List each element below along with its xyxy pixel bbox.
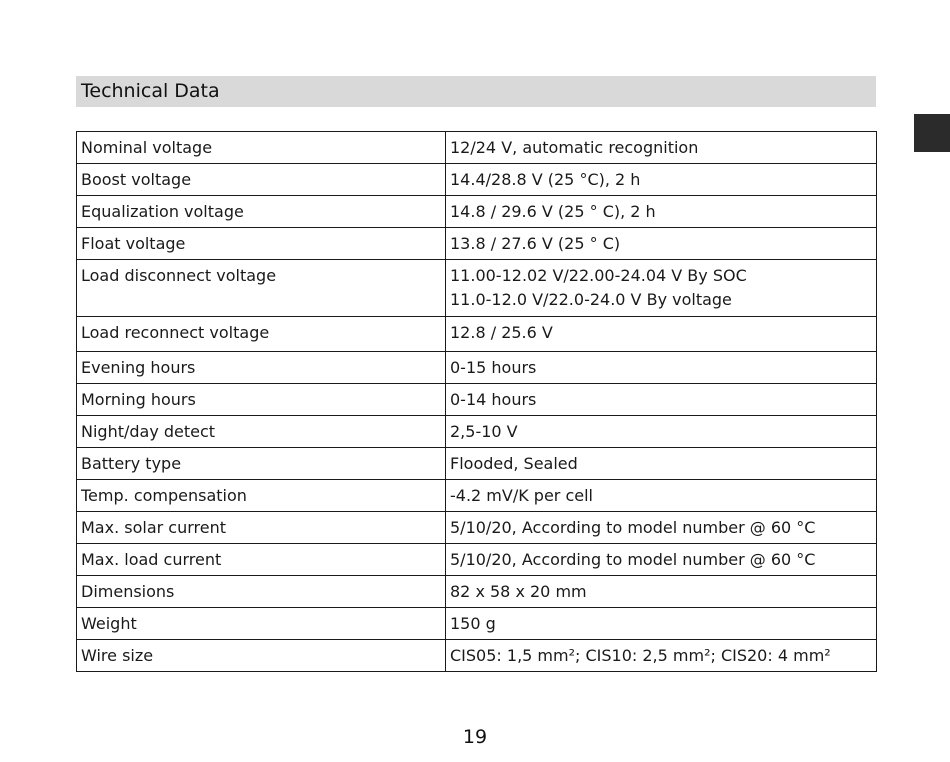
row-value: 2,5-10 V bbox=[446, 416, 877, 448]
row-value: 14.4/28.8 V (25 °C), 2 h bbox=[446, 164, 877, 196]
table-row bbox=[77, 196, 877, 228]
table-row bbox=[77, 317, 877, 352]
row-value: 0-14 hours bbox=[446, 384, 877, 416]
row-label: Evening hours bbox=[77, 352, 446, 384]
row-value-line: 11.00-12.02 V/22.00-24.04 V By SOC bbox=[450, 266, 747, 285]
row-value: 14.8 / 29.6 V (25 ° C), 2 h bbox=[446, 196, 877, 228]
row-label: Load reconnect voltage bbox=[77, 317, 446, 352]
row-label: Load disconnect voltage bbox=[77, 260, 446, 317]
table-row bbox=[77, 640, 877, 672]
row-value: 5/10/20, According to model number @ 60 °C bbox=[446, 512, 877, 544]
table-row bbox=[77, 384, 877, 416]
row-label: Max. load current bbox=[77, 544, 446, 576]
table-row bbox=[77, 608, 877, 640]
table-row bbox=[77, 480, 877, 512]
row-label: Weight bbox=[77, 608, 446, 640]
table-row bbox=[77, 352, 877, 384]
row-value bbox=[446, 260, 877, 317]
technical-data-table bbox=[76, 131, 877, 672]
chapter-tab-marker bbox=[914, 114, 950, 152]
row-label: Temp. compensation bbox=[77, 480, 446, 512]
table-row bbox=[77, 512, 877, 544]
row-value: 12.8 / 25.6 V bbox=[446, 317, 877, 352]
row-value: 0-15 hours bbox=[446, 352, 877, 384]
row-label: Morning hours bbox=[77, 384, 446, 416]
row-value: Flooded, Sealed bbox=[446, 448, 877, 480]
table-row bbox=[77, 576, 877, 608]
table-row bbox=[77, 260, 877, 317]
table-row bbox=[77, 132, 877, 164]
row-label: Night/day detect bbox=[77, 416, 446, 448]
row-label: Nominal voltage bbox=[77, 132, 446, 164]
table-row bbox=[77, 164, 877, 196]
row-label: Dimensions bbox=[77, 576, 446, 608]
page-number: 19 bbox=[462, 726, 488, 748]
table-row bbox=[77, 416, 877, 448]
row-label: Max. solar current bbox=[77, 512, 446, 544]
row-value: -4.2 mV/K per cell bbox=[446, 480, 877, 512]
row-label: Wire size bbox=[77, 640, 446, 672]
row-label: Equalization voltage bbox=[77, 196, 446, 228]
row-value: CIS05: 1,5 mm²; CIS10: 2,5 mm²; CIS20: 4 mm² bbox=[446, 640, 877, 672]
row-value-line: 11.0-12.0 V/22.0-24.0 V By voltage bbox=[450, 290, 732, 309]
table-row bbox=[77, 448, 877, 480]
row-value: 5/10/20, According to model number @ 60 °C bbox=[446, 544, 877, 576]
table-row bbox=[77, 544, 877, 576]
row-value: 12/24 V, automatic recognition bbox=[446, 132, 877, 164]
row-value: 82 x 58 x 20 mm bbox=[446, 576, 877, 608]
row-label: Boost voltage bbox=[77, 164, 446, 196]
table-row bbox=[77, 228, 877, 260]
row-value: 150 g bbox=[446, 608, 877, 640]
row-value: 13.8 / 27.6 V (25 ° C) bbox=[446, 228, 877, 260]
section-title: Technical Data bbox=[76, 76, 876, 107]
row-label: Float voltage bbox=[77, 228, 446, 260]
row-label: Battery type bbox=[77, 448, 446, 480]
